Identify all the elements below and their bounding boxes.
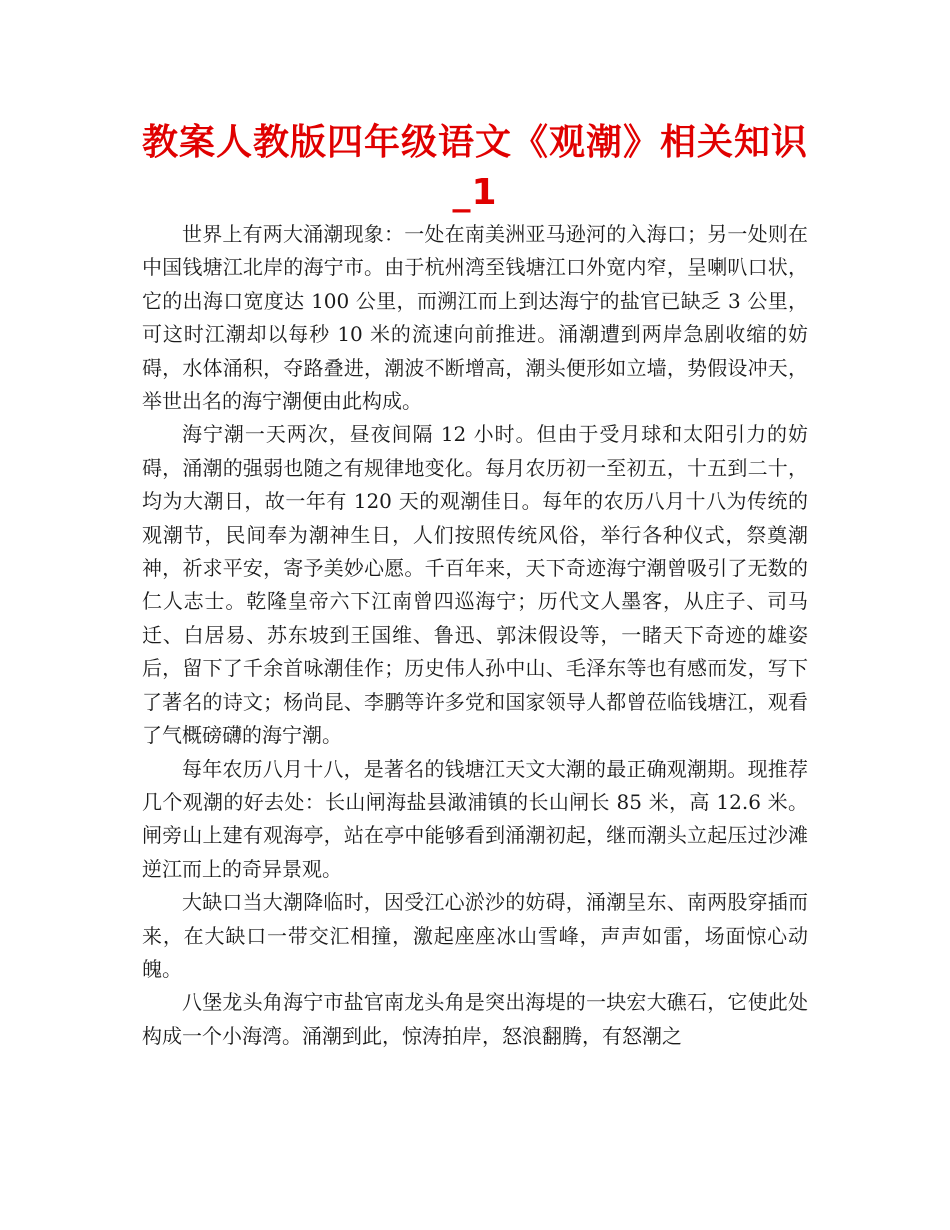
paragraph: 每年农历八月十八，是著名的钱塘江天文大潮的最正确观潮期。现推荐几个观潮的好去处：长山闸海盐县澉浦镇的长山闸长 85 米，高 12.6 米。闸旁山上建有观海亭，站在亭中能够看到涌潮初起，继而潮头立起压过沙滩逆江而上的奇异景观。 [142, 756, 808, 881]
document-body [142, 218, 808, 1053]
document-title: 教案人教版四年级语文《观潮》相关知识_1 [142, 122, 809, 213]
paragraph: 海宁潮一天两次，昼夜间隔 12 小时。但由于受月球和太阳引力的妨碍，涌潮的强弱也随之有规律地变化。每月农历初一至初五，十五到二十，均为大潮日，故一年有 120 天的观潮佳日。每年的农历八月十八为传统的观潮节，民间奉为潮神生日，人们按照传统风俗，举行各种仪式，祭奠潮神，祈求平安，寄予美妙心愿。千百年来，天下奇迹海宁潮曾吸引了无数的仁人志士。乾隆皇帝六下江南曾四巡海宁；历代文人墨客，从庄子、司马迁、白居易、苏东坡到王国维、鲁迅、郭沫假设等，一睹天下奇迹的雄姿后，留下了千余首咏潮佳作；历史伟人孙中山、毛泽东等也有感而发，写下了著名的诗文；杨尚昆、李鹏等许多党和国家领导人都曾莅临钱塘江，观看了气概磅礴的海宁潮。 [142, 422, 808, 748]
paragraph: 大缺口当大潮降临时，因受江心淤沙的妨碍，涌潮呈东、南两股穿插而来，在大缺口一带交汇相撞，激起座座冰山雪峰，声声如雷，场面惊心动魄。 [142, 890, 808, 981]
paragraph: 世界上有两大涌潮现象：一处在南美洲亚马逊河的入海口；另一处则在中国钱塘江北岸的海宁市。由于杭州湾至钱塘江口外宽内窄，呈喇叭口状，它的出海口宽度达 100 公里，而溯江而上到达海宁的盐官已缺乏 3 公里，可这时江潮却以每秒 10 米的流速向前推进。涌潮遭到两岸急剧收缩的妨碍，水体涌积，夺路叠进，潮波不断增高，潮头便形如立墙，势假设冲天，举世出名的海宁潮便由此构成。 [142, 222, 808, 414]
paragraph: 八堡龙头角海宁市盐官南龙头角是突出海堤的一块宏大礁石，它使此处构成一个小海湾。涌潮到此，惊涛拍岸，怒浪翻腾，有怒潮之 [142, 990, 808, 1048]
